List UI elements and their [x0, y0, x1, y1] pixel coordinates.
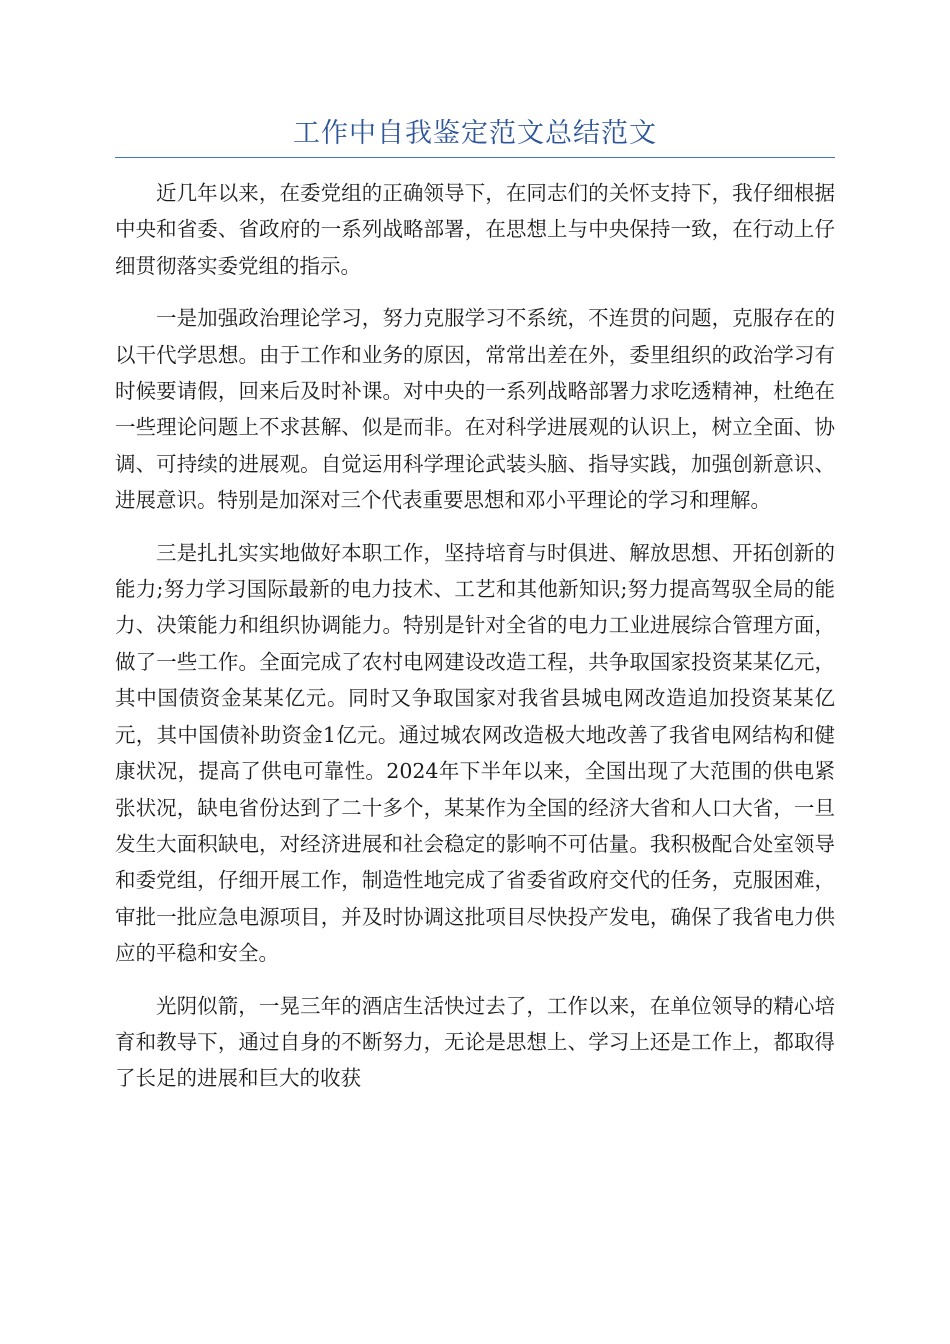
document-title: 工作中自我鉴定范文总结范文: [115, 112, 835, 158]
paragraph-work-duties: 三是扎扎实实地做好本职工作，坚持培育与时俱进、解放思想、开拓创新的能力;努力学习国际最新的电力技术、工艺和其他新知识;努力提高驾驭全局的能力、决策能力和组织协调能力。特别是针对全省的电力工业进展综合管理方面，做了一些工作。全面完成了农村电网建设改造工程，共争取国家投资某某亿元，其中国债资金某某亿元。同时又争取国家对我省县城电网改造追加投资某某亿元，其中国债补助资金1亿元。通过城农网改造极大地改善了我省电网结构和健康状况，提高了供电可靠性。2024年下半年以来，全国出现了大范围的供电紧张状况，缺电省份达到了二十多个，某某作为全国的经济大省和人口大省，一旦发生大面积缺电，对经济进展和社会稳定的影响不可估量。我积极配合处室领导和委党组，仔细开展工作，制造性地完成了省委省政府交代的任务，克服困难，审批一批应急电源项目，并及时协调这批项目尽快投产发电，确保了我省电力供应的平稳和安全。: [115, 540, 835, 966]
document-body: [115, 175, 835, 1113]
paragraph-political-study: 一是加强政治理论学习，努力克服学习不系统，不连贯的问题，克服存在的以干代学思想。由于工作和业务的原因，常常出差在外，委里组织的政治学习有时候要请假，回来后及时补课。对中央的一系列战略部署力求吃透精神，杜绝在一些理论问题上不求甚解、似是而非。在对科学进展观的认识上，树立全面、协调、可持续的进展观。自觉运用科学理论武装头脑、指导实践，加强创新意识、进展意识。特别是加深对三个代表重要思想和邓小平理论的学习和理解。: [115, 306, 835, 513]
paragraph-hotel-life: 光阴似箭，一晃三年的酒店生活快过去了，工作以来，在单位领导的精心培育和教导下，通过自身的不断努力，无论是思想上、学习上还是工作上，都取得了长足的进展和巨大的收获: [115, 993, 835, 1091]
paragraph-intro: 近几年以来，在委党组的正确领导下，在同志们的关怀支持下，我仔细根据中央和省委、省政府的一系列战略部署，在思想上与中央保持一致，在行动上仔细贯彻落实委党组的指示。: [115, 181, 835, 278]
